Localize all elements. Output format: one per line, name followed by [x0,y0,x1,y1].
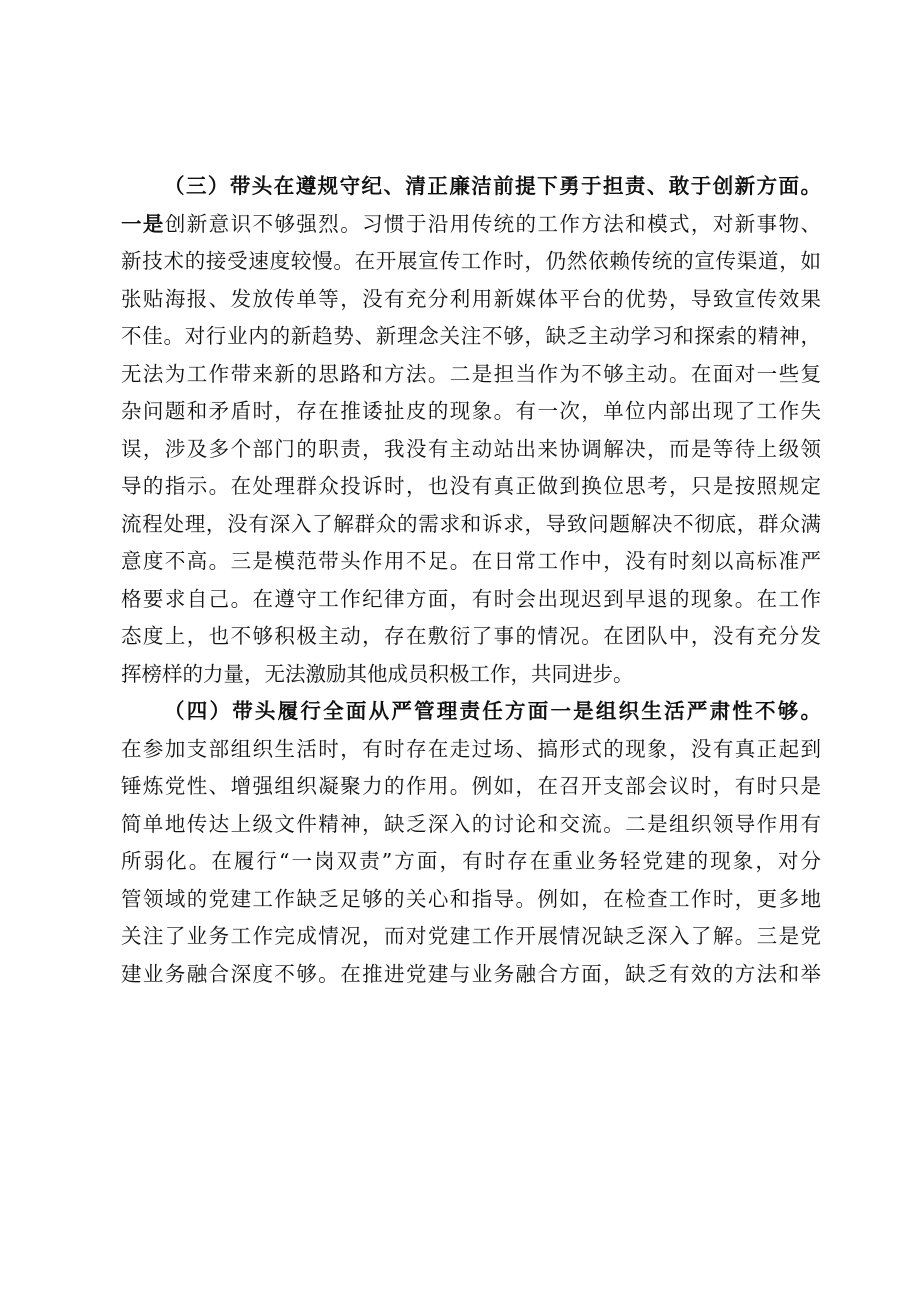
paragraph-line: 态度上，也不够积极主动，存在敷衍了事的情况。在团队中，没有充分发 [121,624,821,648]
paragraph-line: 挥榜样的力量，无法激励其他成员积极工作，共同进步。 [121,661,634,686]
paragraph-line: 张贴海报、发放传单等，没有充分利用新媒体平台的优势，导致宣传效果 [121,286,821,311]
paragraph-line: 关注了业务工作完成情况，而对党建工作开展情况缺乏深入了解。三是党 [121,924,821,948]
paragraph-line: 意度不高。三是模范带头作用不足。在日常工作中，没有时刻以高标准严 [121,549,821,573]
paragraph-line: 导的指示。在处理群众投诉时，也没有真正做到换位思考，只是按照规定 [121,474,821,498]
paragraph-line: 无法为工作带来新的思路和方法。二是担当作为不够主动。在面对一些复 [121,361,821,386]
section-4-heading: （四）带头履行全面从严管理责任方面一是组织生活严肃性不够。 [164,699,821,723]
paragraph-line: 误，涉及多个部门的职责，我没有主动站出来协调解决，而是等待上级领 [121,436,821,461]
paragraph-line: 不佳。对行业内的新趋势、新理念关注不够，缺乏主动学习和探索的精神， [121,324,821,348]
paragraph-line: 管领域的党建工作缺乏足够的关心和指导。例如，在检查工作时，更多地 [121,886,821,911]
paragraph-line: 在参加支部组织生活时，有时存在走过场、搞形式的现象，没有真正起到 [121,736,821,761]
section-3-heading: （三）带头在遵规守纪、清正廉洁前提下勇于担责、敢于创新方面。 [164,174,821,198]
paragraph-line: 格要求自己。在遵守工作纪律方面，有时会出现迟到早退的现象。在工作 [121,586,821,611]
paragraph-line: 简单地传达上级文件精神，缺乏深入的讨论和交流。二是组织领导作用有 [121,811,821,836]
paragraph-line: 流程处理，没有深入了解群众的需求和诉求，导致问题解决不彻底，群众满 [121,511,821,536]
paragraph-line: 一是创新意识不够强烈。习惯于沿用传统的工作方法和模式，对新事物、 [121,211,822,236]
paragraph-line: 新技术的接受速度较慢。在开展宣传工作时，仍然依赖传统的宣传渠道，如 [121,249,821,273]
paragraph-line: 所弱化。在履行“一岗双责”方面，有时存在重业务轻党建的现象，对分 [121,849,821,873]
document-body [121,168,821,993]
paragraph-line: 杂问题和矛盾时，存在推诿扯皮的现象。有一次，单位内部出现了工作失 [121,399,821,423]
paragraph-line: 锤炼党性、增强组织凝聚力的作用。例如，在召开支部会议时，有时只是 [121,774,821,798]
paragraph-line: 建业务融合深度不够。在推进党建与业务融合方面，缺乏有效的方法和举 [121,961,821,986]
lead-label: 一是 [121,211,165,236]
